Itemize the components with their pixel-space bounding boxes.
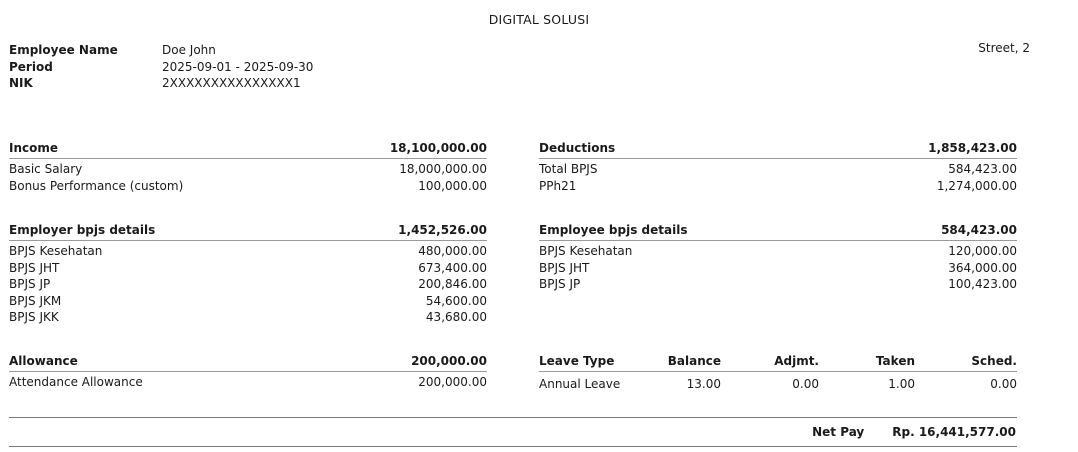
income-row bbox=[9, 178, 487, 195]
employee-bpjs-header bbox=[539, 220, 1017, 241]
employee-bpjs-row bbox=[539, 276, 1017, 293]
divider bbox=[9, 446, 1017, 447]
allowance-header bbox=[9, 351, 487, 372]
income-item-label: Basic Salary bbox=[9, 162, 83, 176]
employee-bpjs-item-label: BPJS JHT bbox=[539, 260, 590, 275]
employer-bpjs-total: 1,452,526.00 bbox=[398, 223, 487, 237]
employer-bpjs-title: Employer bpjs details bbox=[9, 223, 156, 237]
allowance-row bbox=[9, 374, 487, 391]
employer-bpjs-row bbox=[9, 260, 487, 277]
deduction-row bbox=[539, 161, 1017, 178]
deduction-row bbox=[539, 178, 1017, 195]
period-row bbox=[9, 59, 313, 76]
divider bbox=[9, 417, 1017, 418]
employee-bpjs-item-amount: 120,000.00 bbox=[948, 244, 1017, 258]
employee-bpjs-item-label: BPJS Kesehatan bbox=[539, 244, 633, 258]
income-row bbox=[9, 161, 487, 178]
income-total: 18,100,000.00 bbox=[389, 141, 487, 155]
nik-row bbox=[9, 75, 313, 92]
deductions-header bbox=[539, 138, 1017, 159]
employer-bpjs-row bbox=[9, 293, 487, 310]
employee-name-row bbox=[9, 42, 313, 59]
employer-bpjs-item-label: BPJS JKK bbox=[9, 310, 59, 324]
taken-header: Taken bbox=[875, 354, 915, 368]
income-section bbox=[9, 138, 487, 194]
employer-bpjs-item-label: BPJS JP bbox=[9, 277, 51, 291]
allowance-total: 200,000.00 bbox=[411, 354, 487, 368]
balance-header: Balance bbox=[667, 354, 721, 368]
employee-bpjs-row bbox=[539, 260, 1017, 277]
employer-bpjs-item-amount: 673,400.00 bbox=[418, 260, 487, 275]
net-pay-label: Net Pay bbox=[812, 425, 865, 439]
nik-value: 2XXXXXXXXXXXXXXX1 bbox=[162, 76, 301, 90]
taken-cell: 1.00 bbox=[888, 377, 915, 391]
employer-bpjs-item-amount: 200,846.00 bbox=[418, 277, 487, 291]
deduction-item-amount: 584,423.00 bbox=[948, 162, 1017, 176]
employer-bpjs-row bbox=[9, 243, 487, 260]
employer-bpjs-item-amount: 54,600.00 bbox=[425, 293, 487, 308]
employer-bpjs-section bbox=[9, 220, 487, 326]
employer-bpjs-row bbox=[9, 276, 487, 293]
scheduled-cell: 0.00 bbox=[990, 377, 1017, 391]
income-header bbox=[9, 138, 487, 159]
table-row bbox=[539, 374, 1017, 394]
allowance-section bbox=[9, 351, 487, 391]
employee-bpjs-row bbox=[539, 243, 1017, 260]
employer-bpjs-item-amount: 480,000.00 bbox=[418, 244, 487, 258]
employee-bpjs-item-amount: 364,000.00 bbox=[948, 260, 1017, 275]
company-name: DIGITAL SOLUSI bbox=[488, 12, 590, 27]
adjustment-header: Adjmt. bbox=[774, 354, 819, 368]
employee-bpjs-total: 584,423.00 bbox=[941, 223, 1017, 237]
employee-info bbox=[9, 42, 313, 92]
period-label: Period bbox=[9, 59, 53, 74]
employee-bpjs-item-amount: 100,423.00 bbox=[948, 277, 1017, 291]
employee-bpjs-item-label: BPJS JP bbox=[539, 277, 581, 291]
allowance-item-amount: 200,000.00 bbox=[418, 375, 487, 389]
income-title: Income bbox=[9, 141, 59, 155]
deduction-item-label: PPh21 bbox=[539, 178, 577, 193]
income-item-amount: 100,000.00 bbox=[418, 178, 487, 193]
adjustment-cell: 0.00 bbox=[792, 377, 819, 391]
employer-bpjs-item-label: BPJS JHT bbox=[9, 260, 60, 275]
deductions-total: 1,858,423.00 bbox=[928, 141, 1017, 155]
employer-bpjs-item-label: BPJS Kesehatan bbox=[9, 244, 103, 258]
deduction-item-amount: 1,274,000.00 bbox=[936, 178, 1017, 193]
leave-type-cell: Annual Leave bbox=[539, 377, 621, 391]
leave-table-header bbox=[539, 351, 1017, 372]
allowance-title: Allowance bbox=[9, 354, 78, 368]
income-item-amount: 18,000,000.00 bbox=[399, 162, 487, 176]
income-item-label: Bonus Performance (custom) bbox=[9, 178, 184, 193]
leave-type-header: Leave Type bbox=[539, 354, 615, 368]
employer-bpjs-item-amount: 43,680.00 bbox=[425, 310, 487, 324]
allowance-item-label: Attendance Allowance bbox=[9, 375, 143, 389]
deductions-title: Deductions bbox=[539, 141, 616, 155]
deductions-section bbox=[539, 138, 1017, 194]
employer-bpjs-header bbox=[9, 220, 487, 241]
employee-bpjs-section bbox=[539, 220, 1017, 293]
nik-label: NIK bbox=[9, 76, 33, 90]
net-pay bbox=[812, 425, 1016, 439]
leave-table bbox=[539, 351, 1017, 394]
employee-bpjs-title: Employee bpjs details bbox=[539, 223, 688, 237]
employee-name-label: Employee Name bbox=[9, 43, 118, 57]
scheduled-header: Sched. bbox=[971, 354, 1017, 368]
net-pay-value: Rp. 16,441,577.00 bbox=[892, 425, 1016, 439]
company-address: Street, 2 bbox=[978, 41, 1030, 55]
deduction-item-label: Total BPJS bbox=[539, 162, 598, 176]
employee-name-value: Doe John bbox=[162, 43, 216, 57]
balance-cell: 13.00 bbox=[686, 377, 721, 391]
employer-bpjs-item-label: BPJS JKM bbox=[9, 293, 62, 308]
period-value: 2025-09-01 - 2025-09-30 bbox=[162, 59, 314, 74]
employer-bpjs-row bbox=[9, 309, 487, 326]
